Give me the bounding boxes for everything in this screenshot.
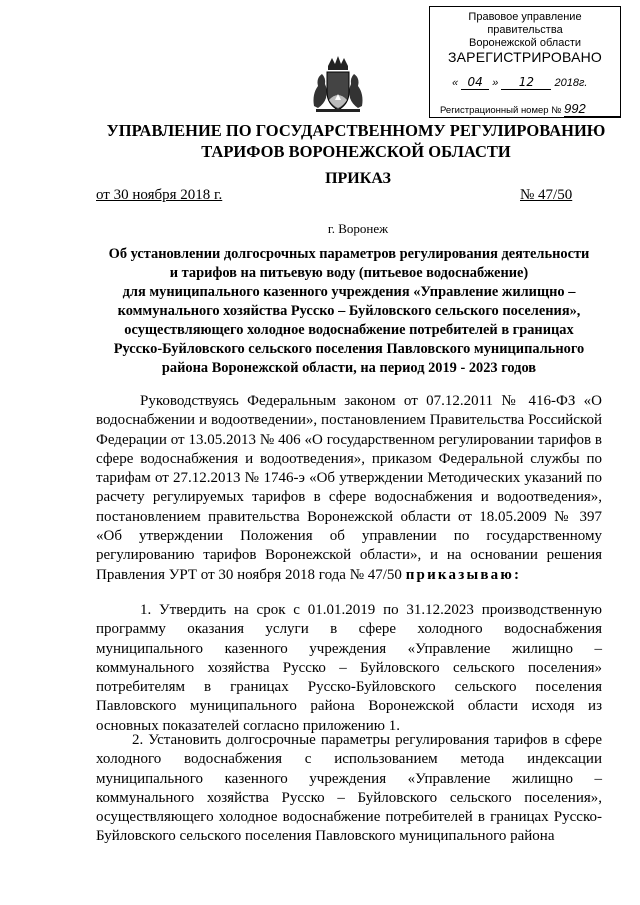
stamp-reg-number-label: Регистрационный номер №: [440, 105, 562, 116]
order-number: № 47/50: [520, 187, 573, 203]
stamp-date-month: 12: [501, 75, 551, 90]
subject-line2: и тарифов на питьевую воду (питьевое водоснабжение): [169, 265, 529, 281]
subject-line5: осуществляющего холодное водоснабжение потребителей в границах: [124, 322, 574, 338]
stamp-organization: [430, 11, 620, 50]
stamp-date-close-quote: »: [492, 77, 499, 89]
preamble-paragraph: [96, 392, 602, 585]
registration-stamp: [429, 6, 621, 118]
subject-line7: района Воронежской области, на период 2019 - 2023 годов: [161, 360, 537, 376]
stamp-reg-number: [440, 101, 620, 117]
stamp-registered-label: ЗАРЕГИСТРИРОВАНО: [447, 49, 603, 65]
organization-title-line2: ТАРИФОВ ВОРОНЕЖСКОЙ ОБЛАСТИ: [201, 142, 511, 161]
stamp-date: [452, 75, 587, 90]
order-city: г. Воронеж: [327, 221, 389, 236]
order-item-2: 2. Установить долгосрочные параметры регулирования тарифов в сфере холодного водоснабжения с использованием метода индексации муниципального казенного учреждения «Управление жилищно – коммунального хозяйства Русско – Буйловского сельского поселения», осуществляющего холодное водоснабжение потребителей в границах Русско-Буйловского сельского поселения Павловского муниципального района: [96, 732, 602, 845]
stamp-date-year: 2018: [554, 77, 579, 89]
preamble-text: Руководствуясь Федеральным законом от 07.12.2011 № 416-ФЗ «О водоснабжении и водоотведении», постановлением Правительства Российской Федерации от 13.05.2013 № 406 «О государственном регулировании тарифов в сфере водоснабжения и водоотведения», приказом Федеральной службы по тарифам от 27.12.2013 № 1746-э «Об утверждении Методических указаний по расчету регулируемых тарифов в сфере водоснабжения и водоотведения», постановлением правительства Воронежской области от 18.05.2009 № 397 «Об утверждении Положения об управлении по государственному регулированию тарифов Воронежской области», и на основании решения Правления УРТ от 30 ноября 2018 года № 47/50: [96, 393, 602, 583]
stamp-org-line1: Правовое управление правительства: [468, 11, 582, 36]
subject-line6: Русско-Буйловского сельского поселения Павловского муниципального: [113, 341, 585, 357]
order-subject: [96, 245, 602, 378]
document-type: ПРИКАЗ: [325, 170, 391, 187]
organization-title-line1: УПРАВЛЕНИЕ ПО ГОСУДАРСТВЕННОМУ РЕГУЛИРОВАНИЮ: [106, 121, 606, 140]
order-item-1: 1. Утвердить на срок с 01.01.2019 по 31.12.2023 производственную программу оказания услуги в сфере холодного водоснабжения муниципального казенного учреждения «Управление жилищно – коммунального хозяйства Русско – Буйловского сельского поселения» потребителям в границах Русско-Буйловского сельского поселения Павловского муниципального района Воронежской области исходя из основных показателей согласно приложению 1.: [96, 602, 602, 734]
stamp-date-day: 04: [461, 75, 489, 90]
order-date: от 30 ноября 2018 г.: [96, 187, 223, 203]
directive-word: приказываю:: [405, 566, 522, 583]
stamp-reg-number-value: 992: [564, 101, 620, 117]
subject-line4: коммунального хозяйства Русско – Буйловского сельского поселения»,: [117, 303, 581, 319]
stamp-date-suffix: г.: [578, 77, 588, 89]
stamp-org-line2: Воронежской области: [468, 37, 581, 49]
subject-line1: Об установлении долгосрочных параметров регулирования деятельности: [108, 246, 590, 262]
subject-line3: для муниципального казенного учреждения «Управление жилищно –: [122, 284, 576, 300]
organization-title: [0, 120, 640, 162]
coat-of-arms-icon: [308, 54, 368, 114]
stamp-date-open-quote: «: [452, 77, 459, 89]
